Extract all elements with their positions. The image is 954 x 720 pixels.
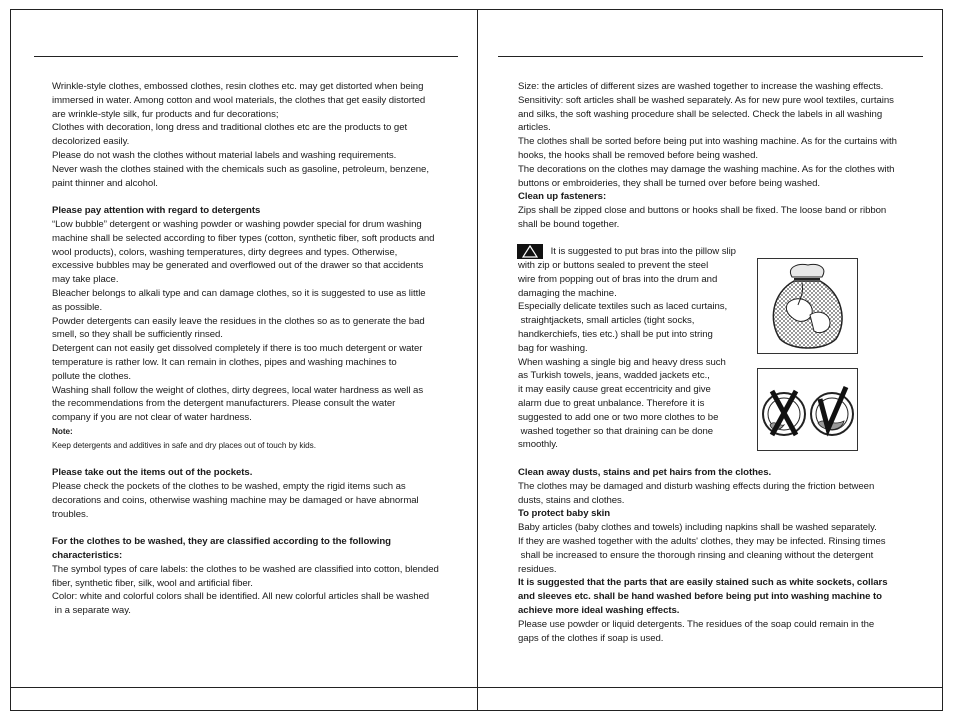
classify-heading: For the clothes to be washed, they are classified according to the following (52, 536, 391, 548)
classify-section (52, 563, 452, 618)
text-line: residues. (518, 563, 557, 575)
text-line: Color: white and colorful colors shall be identified. All new colorful articles shall be washed (52, 591, 430, 603)
header-rule-left (34, 56, 458, 57)
text-line: Especially delicate textiles such as laced curtains, (518, 301, 728, 313)
spacer (52, 190, 452, 204)
text-line: articles. (518, 122, 551, 134)
text-line: Never wash the clothes stained with the chemicals such as gasoline, petroleum, benzene, (52, 163, 429, 175)
text-line: temperature is rather low. It can remain in clothes, pipes and washing machines to (52, 356, 397, 368)
text-line: smell, so they shall be sufficiently rinsed. (52, 329, 223, 341)
intro-section (52, 80, 452, 190)
text-line: troubles. (52, 508, 89, 520)
text-line: immersed in water. Among cotton and wool materials, the clothes that get easily distorted (52, 94, 426, 106)
text-line: Please do not wash the clothes without material labels and washing requirements. (52, 149, 397, 161)
fasteners-heading: Clean up fasteners: (518, 191, 607, 203)
text-line: excessive bubbles may be generated and overflowed out of the drawer so that accidents (52, 260, 424, 272)
text-line: When washing a single big and heavy dress such (518, 356, 726, 368)
text-line: wire from popping out of bras into the drum and (518, 273, 718, 285)
text-line: The decorations on the clothes may damage the washing machine. As for the clothes with (518, 163, 895, 175)
text-line: Wrinkle-style clothes, embossed clothes, resin clothes etc. may get distorted when being (52, 81, 424, 92)
left-page-text (52, 80, 452, 618)
text-line: “Low bubble” detergent or washing powder or washing powder special for drum washing (52, 218, 422, 230)
text-line: shall be bound together. (518, 218, 620, 230)
text-line: gaps of the clothes if soap is used. (518, 632, 664, 644)
text-line: smoothly. (518, 439, 558, 451)
text-line: Bleacher belongs to alkali type and can damage clothes, so it is suggested to use as little (52, 287, 426, 299)
text-line: The clothes shall be sorted before being put into washing machine. As for the curtains with (518, 136, 897, 148)
text-line: are wrinkle-style silk, fur products and fur decorations; (52, 108, 279, 120)
text-line: decolorized easily. (52, 136, 130, 148)
text-line: Powder detergents can easily leave the residues in the clothes so as to generate the bad (52, 315, 425, 327)
text-line: pollute the clothes. (52, 370, 132, 382)
text-line: Please use powder or liquid detergents. The residues of the soap could remain in the (518, 618, 875, 630)
note-text: Keep detergents and additives in safe and dry places out of touch by kids. (52, 440, 316, 450)
warning-first-text: It is suggested to put bras into the pillow slip (548, 245, 736, 257)
text-line: The clothes may be damaged and disturb washing effects during the friction between (518, 480, 875, 492)
text-line: washed together so that draining can be done (518, 425, 714, 437)
text-line: and silks, the soft washing procedure shall be selected. Check the labels in all washing (518, 108, 883, 120)
text-line: Sensitivity: soft articles shall be washed separately. As for new pure wool textiles, curtains (518, 94, 894, 106)
text-line: with zip or buttons sealed to prevent the steel (518, 260, 709, 271)
text-line: the recommendations from the detergent manufacturers. Please consult the water (52, 398, 396, 410)
right-page-text-top (518, 80, 923, 232)
warning-first-line (518, 244, 748, 259)
stain-heading: It is suggested that the parts that are easily stained such as white sockets, collars (518, 577, 888, 589)
text-line: in a separate way. (52, 605, 131, 617)
pockets-section (52, 480, 452, 521)
text-line: Baby articles (baby clothes and towels) including napkins shall be washed separately. (518, 522, 877, 534)
text-line: machine shall be selected according to fiber types (cotton, synthetic fiber, soft products and (52, 232, 435, 244)
text-line: decorations and coins, otherwise washing machine may be damaged or have abnormal (52, 494, 419, 506)
text-line: Zips shall be zipped close and buttons or hooks shall be fixed. The loose band or ribbon (518, 205, 887, 217)
footer-rule (10, 687, 943, 688)
right-page-text-bottom (518, 466, 923, 645)
detergents-heading: Please pay attention with regard to detergents (52, 205, 261, 217)
text-line: Please check the pockets of the clothes to be washed, empty the rigid items such as (52, 481, 406, 493)
load-balance-illustration (757, 368, 858, 451)
text-line: suggested to add one or two more clothes to be (518, 411, 719, 423)
text-line: company if you are not clear of water hardness. (52, 412, 252, 424)
text-line: Size: the articles of different sizes are washed together to increase the washing effects. (518, 81, 884, 92)
text-line: it may easily cause great eccentricity and give (518, 384, 711, 396)
text-line: straightjackets, small articles (tight socks, (518, 315, 695, 327)
stain-heading: and sleeves etc. shall be hand washed before being put into washing machine to (518, 591, 882, 603)
text-line: If they are washed together with the adults' clothes, they may be infected. Rinsing times (518, 535, 886, 547)
text-line: dusts, stains and clothes. (518, 494, 625, 506)
text-line: The symbol types of care labels: the clothes to be washed are classified into cotton, blended (52, 563, 439, 575)
text-line: shall be increased to ensure the thorough rinsing and cleaning without the detergent (518, 549, 874, 561)
text-line: wool products), colors, washing temperatures, dirty degrees and types. Otherwise, (52, 246, 398, 258)
text-line: may take place. (52, 274, 119, 286)
stain-heading: achieve more ideal washing effects. (518, 604, 680, 616)
header-rule-right (498, 56, 923, 57)
text-line: alarm due to great unbalance. Therefore it is (518, 397, 705, 409)
text-line: buttons or embroideries, they shall be turned over before being washed. (518, 177, 821, 189)
dust-heading: Clean away dusts, stains and pet hairs from the clothes. (518, 467, 772, 478)
spacer (52, 453, 452, 467)
classify-heading: characteristics: (52, 550, 123, 562)
note-label: Note: (52, 426, 73, 436)
spacer (52, 522, 452, 536)
text-line: paint thinner and alcohol. (52, 177, 158, 189)
text-line: Washing shall follow the weight of clothes, dirty degrees, local water hardness as well as (52, 384, 424, 396)
text-line: damaging the machine. (518, 287, 617, 299)
text-line: Clothes with decoration, long dress and traditional clothes etc are the products to get (52, 122, 408, 134)
text-line: handkerchiefs, ties etc.) shall be put into string (518, 328, 713, 340)
baby-heading: To protect baby skin (518, 508, 611, 520)
text-line: as Turkish towels, jeans, wadded jackets etc., (518, 370, 710, 382)
warning-triangle-icon (517, 244, 543, 259)
text-line: bag for washing. (518, 342, 588, 354)
text-line: as possible. (52, 301, 103, 313)
detergents-section (52, 218, 452, 425)
text-line: fiber, synthetic fiber, silk, wool and artificial fiber. (52, 577, 253, 589)
text-line: hooks, the hooks shall be removed before being washed. (518, 149, 758, 161)
page-divider (477, 9, 478, 711)
text-line: Detergent can not easily get dissolved completely if there is too much detergent or water (52, 343, 423, 355)
pockets-heading: Please take out the items out of the pockets. (52, 467, 253, 479)
warning-block (518, 244, 748, 452)
laundry-bag-illustration (757, 258, 858, 354)
